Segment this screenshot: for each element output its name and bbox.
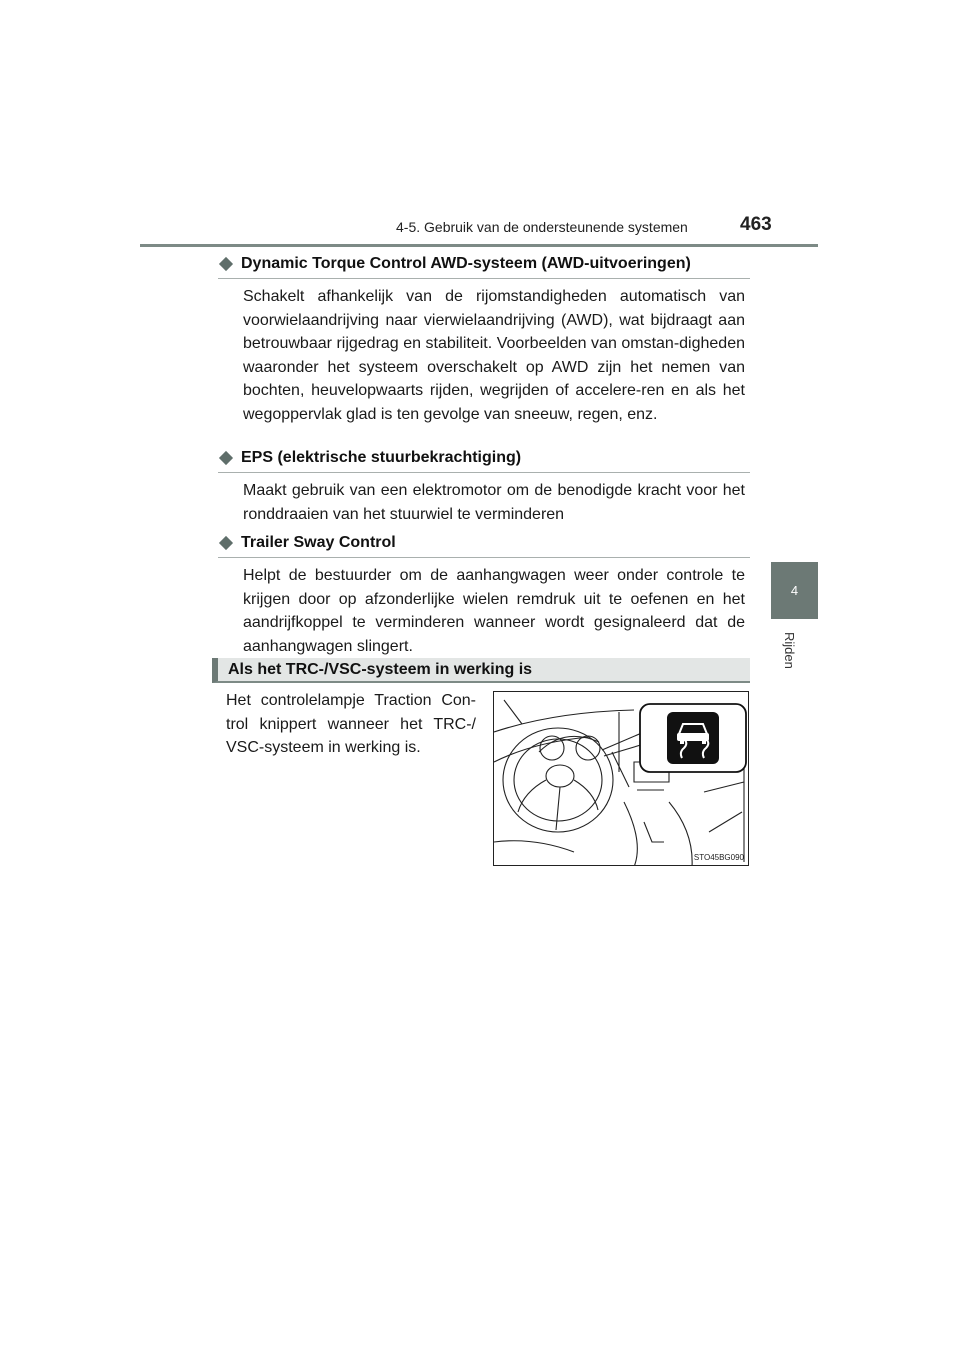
chapter-label: Rijden [782, 632, 797, 669]
section-heading-text: Dynamic Torque Control AWD-systeem (AWD-uitvoeringen) [241, 255, 691, 272]
chapter-tab [771, 562, 818, 619]
section-heading-text: EPS (elektrische stuurbekrachtiging) [241, 449, 522, 466]
box-body: Het controlelampje Traction Con-trol knippert wanneer het TRC-/ VSC-systeem in werking is. [226, 692, 476, 756]
chapter-number: 4 [790, 583, 799, 598]
section-heading-trailer [218, 529, 750, 558]
diamond-bullet-icon [219, 451, 233, 465]
section-body-trailer: Helpt de bestuurder om de aanhangwagen weer onder controle te krijgen door op afzonderlijke wielen remdruk uit te oefenen en het aandrijfkoppel te verminderen wanneer wordt gesignaleerd dat de aanhangwagen slingert. [243, 567, 745, 655]
header-divider [140, 244, 818, 247]
diamond-bullet-icon [219, 536, 233, 550]
section-body-eps: Maakt gebruik van een elektromotor om de benodigde kracht voor het ronddraaien van het stuurwiel te verminderen [243, 482, 745, 523]
section-heading-eps [218, 444, 750, 473]
traction-control-warning-icon [667, 712, 719, 764]
dashboard-illustration [493, 691, 749, 866]
dashboard-drawing [494, 692, 749, 866]
figure-code: STO45BG090 [693, 853, 744, 862]
header-section-title: 4-5. Gebruik van de ondersteunende systemen [396, 219, 688, 235]
section-body-awd: Schakelt afhankelijk van de rijomstandigheden automatisch van voorwielaandrijving naar vierwielaandrijving (AWD), wat bijdraagt aan betrouwbaar rijgedrag en stabiliteit. Voorbeelden van omstan-digheden waaronder het systeem overschakelt op AWD zijn het nemen van bochten, heuvelopwaarts rijden, wegrijden of accelere-ren en als het wegoppervlak glad is ten gevolge van sneeuw, regen, enz. [243, 288, 745, 423]
box-heading [212, 658, 750, 683]
diamond-bullet-icon [219, 257, 233, 271]
page-number: 463 [740, 214, 772, 235]
section-heading-text: Trailer Sway Control [241, 534, 396, 551]
section-heading-awd [218, 250, 750, 279]
box-heading-text: Als het TRC-/VSC-systeem in werking is [228, 660, 533, 678]
